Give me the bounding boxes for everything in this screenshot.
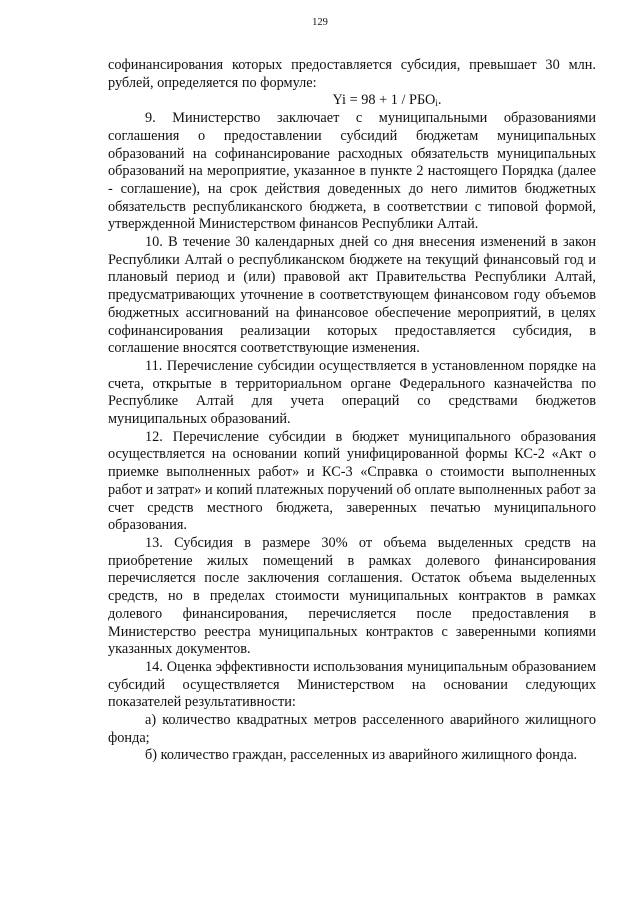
formula-subscript: i [435,98,438,109]
paragraph-13: 13. Субсидия в размере 30% от объема выделенных средств на приобретение жилых помещений в рамках долевого финансирования перечисляется после заключения соглашения. Остаток объема выделенных средств, но в пределах стоимости муниципальных контрактов в рамках долевого финансирования, перечисляется после предоставления в Министерство реестра муниципальных контрактов с заверенными копиями указанных документов. [108,534,596,658]
formula [108,92,596,110]
paragraph-14: 14. Оценка эффективности использования муниципальным образованием субсидий осуществляется Министерством на основании следующих показателей результативности: [108,658,596,711]
page-number: 129 [312,17,328,28]
paragraph-9: 9. Министерство заключает с муниципальными образованиями соглашения о предоставлении субсидий бюджетам муниципальных образований на софинансирование расходных обязательств муниципальных образований на мероприятие, указанное в пункте 2 настоящего Порядка (далее - соглашение), на срок действия доведенных до него лимитов бюджетных обязательств республиканского бюджета, в соответствии с типовой формой, утвержденной Министерством финансов Республики Алтай. [108,110,596,233]
paragraph-10: 10. В течение 30 календарных дней со дня внесения изменений в закон Республики Алтай о республиканском бюджете на текущий финансовый год и плановый период и (или) правовой акт Правительства Республики Алтай, предусматривающих уточнение в соответствующем финансовом году объемов бюджетных ассигнований на финансовое обеспечение мероприятий, в целях софинансирования реализации которых предоставляется субсидия, в соглашение вносятся соответствующие изменения. [108,234,596,357]
paragraph-14-a: а) количество квадратных метров расселенного аварийного жилищного фонда; [108,712,596,746]
paragraph-12: 12. Перечисление субсидии в бюджет муниципального образования осуществляется на основании копий унифицированной формы КС-2 «Акт о приемке выполненных работ» и КС-3 «Справка о стоимости выполненных работ и затрат» и копий платежных поручений об оплате выполненных работ за счет средств местного бюджета, заверенных печатью муниципального образования. [108,428,596,534]
paragraph-continuation: софинансирования которых предоставляется субсидия, превышает 30 млн. рублей, определяется по формуле: [108,57,596,91]
paragraph-11: 11. Перечисление субсидии осуществляется в установленном порядке на счета, открытые в территориальном органе Федерального казначейства по Республике Алтай для учета операций со средствами бюджетов муниципальных образований. [108,357,596,428]
document-body [108,57,596,765]
paragraph-14-b: б) количество граждан, расселенных из аварийного жилищного фонда. [145,747,578,764]
formula-period: . [437,92,442,109]
formula-expression: Yi = 98 + 1 / РБО [332,92,436,109]
